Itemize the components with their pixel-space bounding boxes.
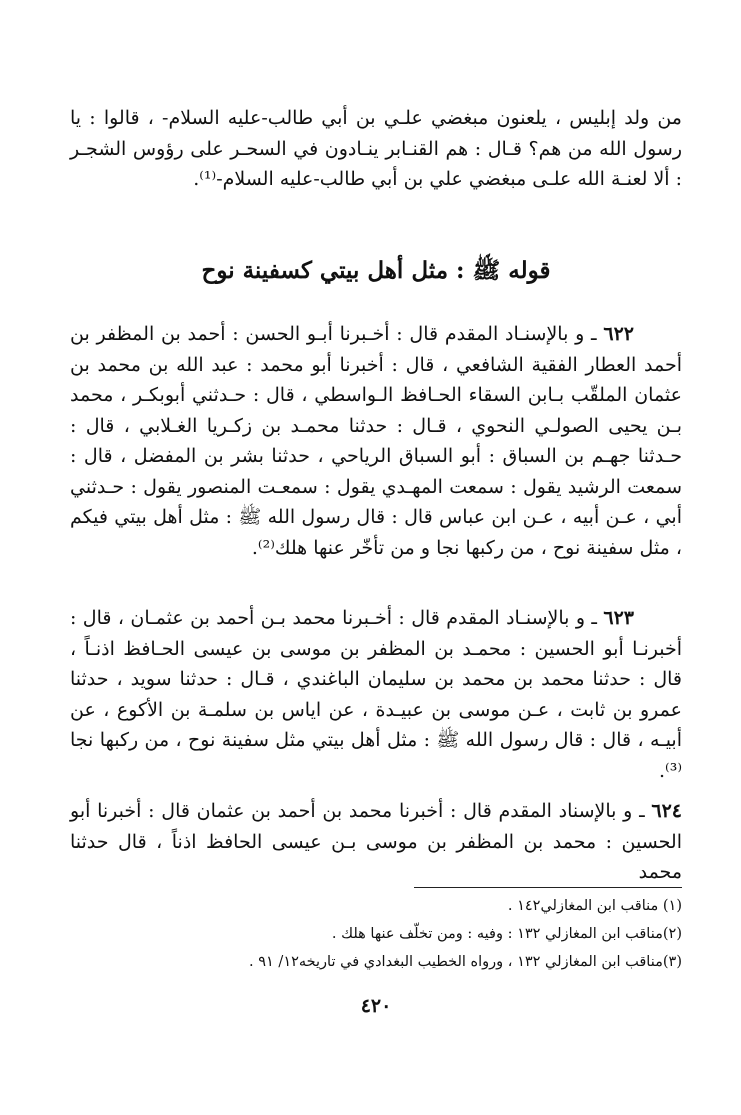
footnotes (70, 892, 682, 976)
hadith-text: ـ و بالإسنـاد المقدم قال : أخـبرنا محمد بـن أحمد بن عثمـان ، قال : أخبرنـا أبو الحسين : محمـد بن المظفر بن موسى بن عيسى الحـافظ اذنـاً ، قال : حدثنا محمد بن محمد بن سليمان الباغندي ، قـال : حدثنا سويد ، حدثنا عمرو بن ثابت ، عـن موسى بن عبيـدة ، عن اياس بن سلمـة بن الأكوع ، عن أبيـه ، قال : قال رسول الله ﷺ : مثل أهل بيتي مثل سفينة نوح ، من ركبها نجا ⁽³⁾. (70, 607, 682, 782)
footnote-3: (٣)مناقب ابن المغازلي ١٣٢ ، ورواه الخطيب البغدادي في تاريخه١٢/ ٩١ . (249, 954, 682, 970)
page-number: ٤٢٠ (360, 995, 392, 1017)
footnote-2: (٢)مناقب ابن المغازلي ١٣٢ : وفيه : ومن تخلّف عنها هلك . (331, 926, 682, 942)
hadith-number: ٦٢٤ (651, 800, 682, 822)
hadith-text: ـ و بالإسناد المقدم قال : أخبرنا محمد بن أحمد بن عثمان قال : أخبرنا أبو الحسين : محمد بن المظفر بن موسى بـن عيسى الحافظ اذناً ، قال حدثنا محمد (70, 800, 682, 883)
hadith-623 (70, 603, 682, 786)
intro-paragraph: من ولد إبليس ، يلعنون مبغضي علـي بن أبي طالب-عليه السلام- ، قالوا : يا رسول الله من هم؟ قـال : هم القنـابر ينـادون في السحـر على رؤوس الشجـر : ألا لعنـة الله علـى مبغضي علي بن أبي طالب-عليه السلام-⁽¹⁾. (70, 107, 682, 190)
hadith-text: ـ و بالإسنـاد المقدم قال : أخـبرنا أبـو الحسن : أحمد بن المظفر بن أحمد العطار الفقية الشافعي ، قال : أخبرنا أبو محمد : عبد الله بن محمد بن عثمان الملقّب بـابن السقاء الحـافظ الـواسطي ، قال : حـدثني أبوبكـر ، محمد بـن يحيى الصولـي النحوي ، قـال : حدثنا محمـد بن زكـريا الغـلابي ، قال : حـدثنا جهـم بن السباق : أبو السباق الرياحي ، حدثنا بشر بن المفضل ، قال : سمعت الرشيد يقول : سمعت المهـدي يقول : سمعـت المنصور يقول : حـدثني أبي ، عـن أبيه ، عـن ابن عباس قال : قال رسول الله ﷺ : مثل أهل بيتي فيكم ، مثل سفينة نوح ، من ركبها نجا و من تأخّر عنها هلك⁽²⁾. (70, 323, 682, 559)
hadith-622 (70, 319, 682, 563)
section-heading: قوله ﷺ : مثل أهل بيتي كسفينة نوح (201, 257, 551, 284)
footnote-1: (١) مناقب ابن المغازلي١٤٢ . (507, 898, 682, 914)
hadith-number: ٦٢٢ (603, 323, 634, 345)
footnote-divider (414, 887, 682, 888)
book-page (70, 0, 682, 1115)
hadith-number: ٦٢٣ (603, 607, 634, 629)
hadith-624 (70, 796, 682, 888)
